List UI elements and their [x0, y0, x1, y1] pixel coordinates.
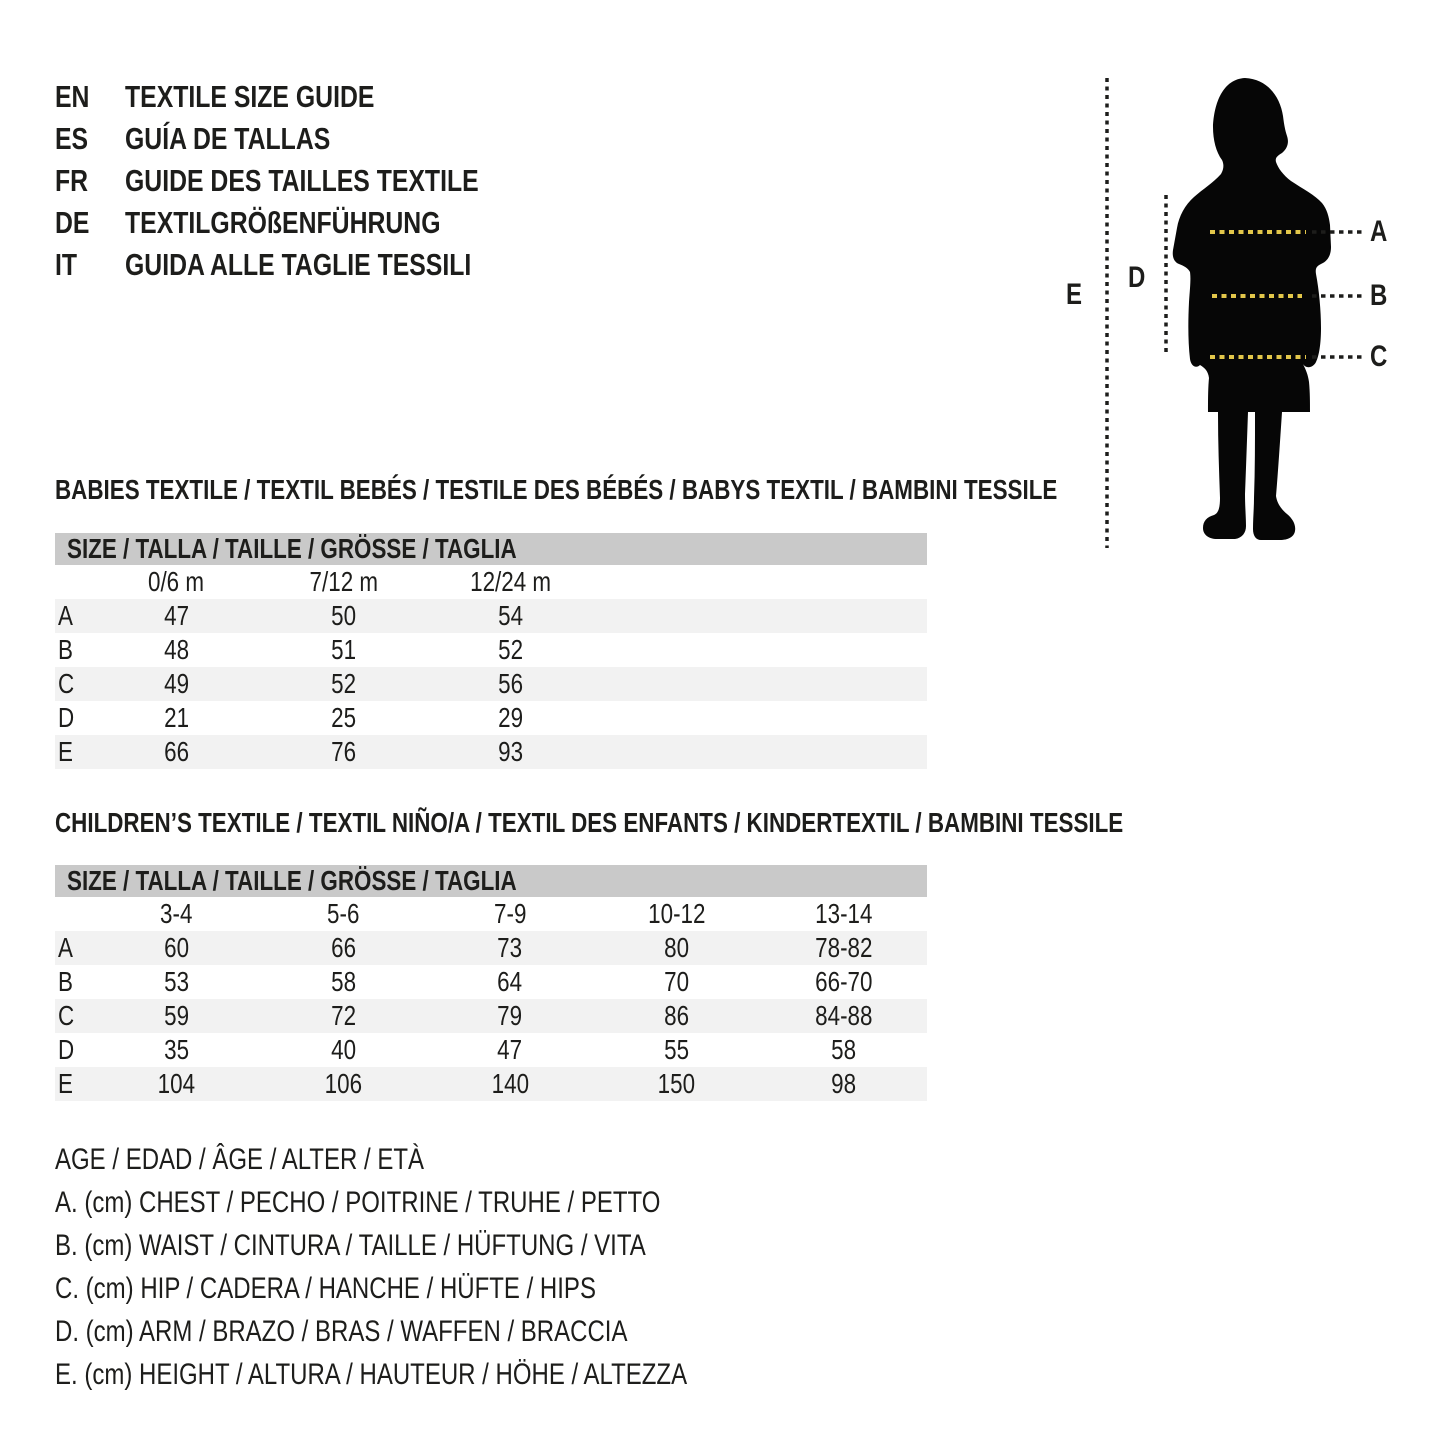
- table-cell: 73: [497, 932, 523, 963]
- table-cell: 58: [831, 1034, 857, 1065]
- babies-table-column-headers: [55, 565, 927, 599]
- column-header: 7-9: [493, 898, 527, 929]
- guide-title: TEXTILE SIZE GUIDE: [125, 79, 375, 114]
- language-row-fr: [55, 160, 567, 202]
- guide-title: GUÍA DE TALLAS: [125, 121, 331, 156]
- table-cell: 84-88: [814, 1000, 873, 1031]
- children-section-title: CHILDREN’S TEXTILE / TEXTIL NIÑO/A / TEXTIL DES ENFANTS / KINDERTEXTIL / BAMBINI TESSILE: [55, 807, 1124, 838]
- table-cell: 54: [498, 600, 523, 631]
- column-header: 7/12 m: [309, 566, 378, 597]
- table-cell: 76: [331, 736, 356, 767]
- row-label: D: [58, 1034, 75, 1065]
- language-row-es: [55, 118, 567, 160]
- guide-title: GUIDA ALLE TAGLIE TESSILI: [125, 247, 472, 282]
- column-header: 3-4: [160, 898, 193, 929]
- figure-label-a: A: [1370, 215, 1388, 248]
- table-cell: 47: [497, 1034, 523, 1065]
- table-cell: 35: [163, 1034, 189, 1065]
- column-header: 5-6: [326, 898, 360, 929]
- measurement-legend: [55, 1138, 845, 1396]
- row-label: A: [58, 932, 73, 963]
- table-cell: 86: [664, 1000, 690, 1031]
- language-code: ES: [55, 121, 89, 156]
- table-cell: 72: [330, 1000, 356, 1031]
- children-size-table: [55, 865, 927, 1101]
- table-cell: 78-82: [814, 932, 873, 963]
- row-label: E: [58, 1068, 73, 1099]
- table-cell: 79: [497, 1000, 523, 1031]
- babies-section-title: BABIES TEXTILE / TEXTIL BEBÉS / TESTILE DES BÉBÉS / BABYS TEXTIL / BAMBINI TESSILE: [55, 474, 1058, 505]
- table-cell: 50: [331, 600, 356, 631]
- child-silhouette: [1173, 78, 1331, 540]
- table-cell: 49: [164, 668, 189, 699]
- table-row-d: [55, 1033, 927, 1067]
- table-cell: 52: [331, 668, 356, 699]
- table-cell: 104: [157, 1068, 196, 1099]
- table-cell: 64: [497, 966, 523, 997]
- row-label: D: [58, 702, 75, 733]
- table-row-b: [55, 633, 927, 667]
- guide-title: GUIDE DES TAILLES TEXTILE: [125, 163, 479, 198]
- table-cell: 150: [658, 1068, 696, 1099]
- table-row-c: [55, 999, 927, 1033]
- row-label: A: [58, 600, 73, 631]
- column-header: 0/6 m: [148, 566, 205, 597]
- row-label: B: [58, 966, 73, 997]
- language-code: FR: [55, 163, 89, 198]
- table-cell: 40: [330, 1034, 356, 1065]
- legend-line-hip: C. (cm) HIP / CADERA / HANCHE / HÜFTE / HIPS: [55, 1272, 596, 1305]
- legend-line-height: E. (cm) HEIGHT / ALTURA / HAUTEUR / HÖHE / ALTEZZA: [55, 1358, 688, 1391]
- column-header: 10-12: [648, 898, 706, 929]
- table-cell: 66: [330, 932, 356, 963]
- row-label: C: [58, 1000, 75, 1031]
- legend-line-chest: A. (cm) CHEST / PECHO / POITRINE / TRUHE / PETTO: [55, 1186, 661, 1219]
- column-header: 12/24 m: [470, 566, 551, 597]
- table-cell: 56: [498, 668, 523, 699]
- language-row-en: [55, 76, 567, 118]
- figure-label-d: D: [1128, 261, 1146, 294]
- babies-size-table: [55, 533, 927, 769]
- table-row-a: [55, 599, 927, 633]
- table-cell: 29: [498, 702, 523, 733]
- language-code: IT: [55, 247, 78, 282]
- table-cell: 106: [324, 1068, 362, 1099]
- table-row-e: [55, 1067, 927, 1101]
- measurement-figure: [1060, 70, 1420, 600]
- table-cell: 93: [498, 736, 523, 767]
- children-table-header-bar: SIZE / TALLA / TAILLE / GRÖSSE / TAGLIA: [55, 865, 927, 897]
- table-cell: 53: [163, 966, 189, 997]
- table-row-b: [55, 965, 927, 999]
- legend-line-waist: B. (cm) WAIST / CINTURA / TAILLE / HÜFTUNG / VITA: [55, 1229, 646, 1262]
- figure-label-c: C: [1370, 340, 1388, 373]
- row-label: B: [58, 634, 73, 665]
- child-silhouette-figure: [1060, 70, 1420, 600]
- table-cell: 25: [331, 702, 356, 733]
- babies-table-header-bar: SIZE / TALLA / TAILLE / GRÖSSE / TAGLIA: [55, 533, 927, 565]
- table-row-a: [55, 931, 927, 965]
- table-cell: 48: [164, 634, 189, 665]
- figure-label-b: B: [1370, 279, 1388, 312]
- table-cell: 51: [331, 634, 356, 665]
- legend-line-arm: D. (cm) ARM / BRAZO / BRAS / WAFFEN / BRACCIA: [55, 1315, 628, 1348]
- table-cell: 70: [664, 966, 690, 997]
- table-cell: 52: [498, 634, 523, 665]
- table-cell: 59: [163, 1000, 189, 1031]
- table-cell: 98: [831, 1068, 857, 1099]
- column-header: 13-14: [814, 898, 873, 929]
- table-cell: 140: [491, 1068, 529, 1099]
- language-title-block: [55, 76, 567, 286]
- row-label: E: [58, 736, 73, 767]
- table-cell: 21: [164, 702, 189, 733]
- table-row-c: [55, 667, 927, 701]
- language-code: EN: [55, 79, 90, 114]
- language-code: DE: [55, 205, 90, 240]
- table-cell: 80: [664, 932, 690, 963]
- language-row-it: [55, 244, 567, 286]
- children-table-column-headers: [55, 897, 927, 931]
- table-cell: 66-70: [814, 966, 873, 997]
- table-cell: 60: [163, 932, 189, 963]
- table-row-e: [55, 735, 927, 769]
- language-row-de: [55, 202, 567, 244]
- guide-title: TEXTILGRÖßENFÜHRUNG: [125, 205, 441, 240]
- table-cell: 47: [164, 600, 189, 631]
- legend-line-age: AGE / EDAD / ÂGE / ALTER / ETÀ: [55, 1143, 424, 1176]
- table-cell: 66: [164, 736, 189, 767]
- table-row-d: [55, 701, 927, 735]
- table-cell: 58: [330, 966, 356, 997]
- table-cell: 55: [664, 1034, 690, 1065]
- figure-label-e: E: [1066, 278, 1083, 311]
- row-label: C: [58, 668, 75, 699]
